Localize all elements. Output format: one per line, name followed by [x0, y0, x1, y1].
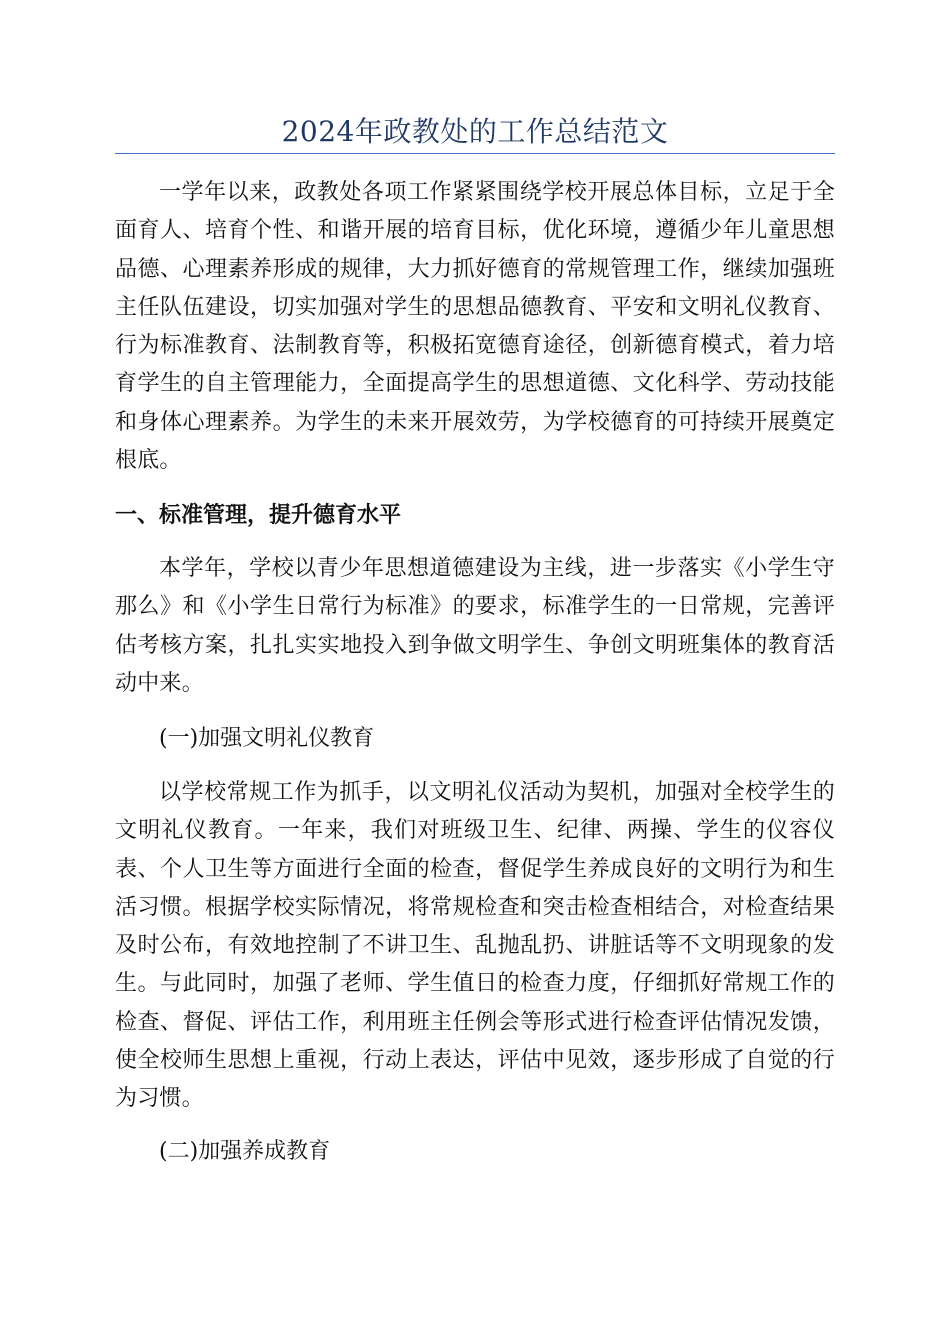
subsection-1-paragraph: 以学校常规工作为抓手，以文明礼仪活动为契机，加强对全校学生的文明礼仪教育。一年来，我们对班级卫生、纪律、两操、学生的仪容仪表、个人卫生等方面进行全面的检查，督促学生养成良好的文明行为和生活习惯。根据学校实际情况，将常规检查和突击检查相结合，对检查结果及时公布，有效地控制了不讲卫生、乱抛乱扔、讲脏话等不文明现象的发生。与此同时，加强了老师、学生值日的检查力度，仔细抓好常规工作的检查、督促、评估工作，利用班主任例会等形式进行检查评估情况发馈，使全校师生思想上重视，行动上表达，评估中见效，逐步形成了自觉的行为习惯。	[115, 780, 835, 1112]
section-heading-1: 一、标准管理，提升德育水平	[115, 503, 402, 528]
subsection-heading-1: (一)加强文明礼仪教育	[159, 726, 375, 751]
title-underline	[115, 153, 835, 154]
section-1-paragraph: 本学年，学校以青少年思想道德建设为主线，进一步落实《小学生守那么》和《小学生日常行为标准》的要求，标准学生的一日常规，完善评估考核方案，扎扎实实地投入到争做文明学生、争创文明班集体的教育活动中来。	[115, 556, 835, 696]
subsection-heading-2: (二)加强养成教育	[159, 1139, 331, 1164]
document-title: 2024年政教处的工作总结范文	[281, 115, 669, 148]
intro-paragraph: 一学年以来，政教处各项工作紧紧围绕学校开展总体目标，立足于全面育人、培育个性、和谐开展的培育目标，优化环境，遵循少年儿童思想品德、心理素养形成的规律，大力抓好德育的常规管理工作，继续加强班主任队伍建设，切实加强对学生的思想品德教育、平安和文明礼仪教育、行为标准教育、法制教育等，积极拓宽德育途径，创新德育模式，着力培育学生的自主管理能力，全面提高学生的思想道德、文化科学、劳动技能和身体心理素养。为学生的未来开展效劳，为学校德育的可持续开展奠定根底。	[115, 180, 835, 474]
